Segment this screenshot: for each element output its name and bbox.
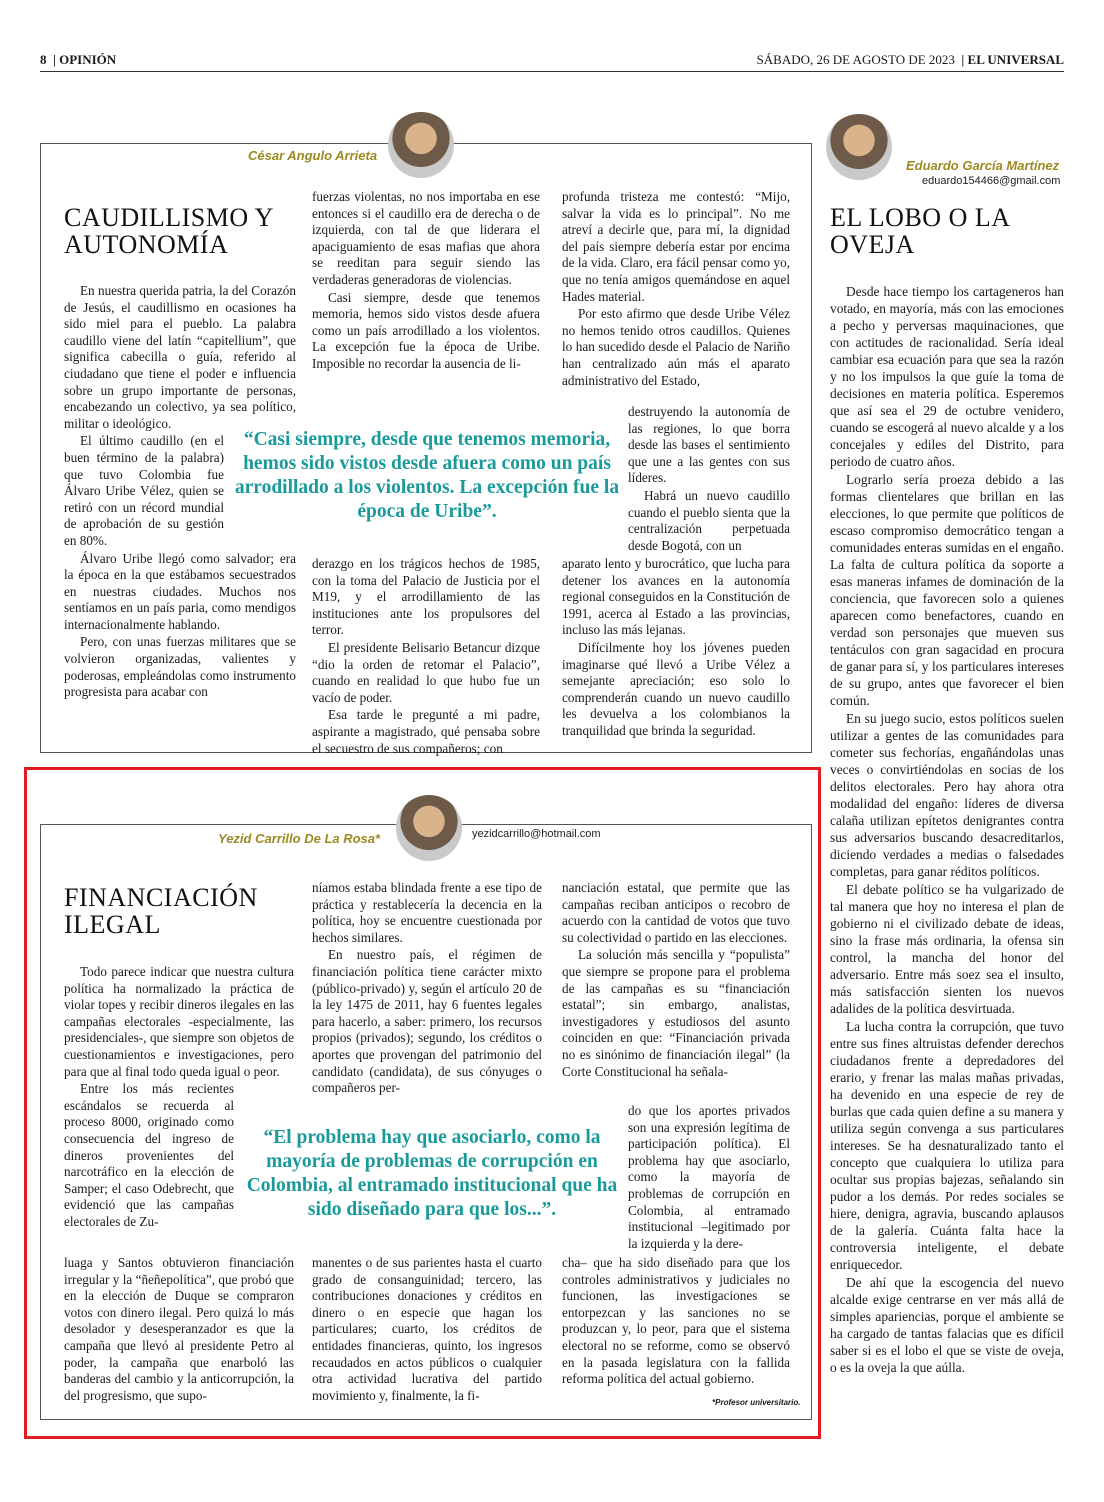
paragraph: El debate político se ha vulgarizado de tal manera que hoy no interesa el plan de gobierno ni el civilizado debate de ideas, sino la frase más ordinaria, la ofensa sin control, la mancha del honor del adversario. Entre más soez sea el insulto, más satisfacción sienten los nuevos adalides de la política desvirtuada.: [830, 882, 1064, 1016]
page-header-left: 8 | OPINIÓN: [40, 52, 117, 67]
paragraph: derazgo en los trágicos hechos de 1985, con la toma del Palacio de Justicia por el M19, y el arrodillamiento de las instituciones ante los propulsores del terror.: [312, 556, 540, 638]
page-number: 8: [40, 52, 47, 67]
paragraph: En su juego sucio, estos políticos suelen utilizar a gentes de las comunidades para cometer sus fechorías, engañándolas unas veces o convirtiéndolas en socias de los delitos electorales. Pero hay ahora otra modalidad del engaño: líderes de diversa calaña utilizan epítetos denigrantes contra sus adversarios buscando desacreditarlos, diciendo verdades a medias o falsedades completas, para ganar réditos políticos.: [830, 711, 1064, 879]
paragraph: El presidente Belisario Betancur dizque “dio la orden de retomar el Palacio”, cuando en realidad lo que hubo fue un vacío de poder.: [312, 639, 540, 705]
author-name: Eduardo García Martínez: [906, 158, 1060, 173]
paragraph: Desde hace tiempo los cartageneros han votado, en mayoría, más con las emociones a pecho y perversas maquinaciones, que con actitudes de racionalidad. Sería ideal cambiar esa ecuación para que sea la razón y no los impulsos la que guíe la toma de decisiones en materia política. Esperemos que así sea el 29 de octubre venidero, cuando se escogerá al nuevo alcalde y a los concejales y ediles del Distrito, para periodo de cuatro años.: [830, 284, 1064, 469]
pull-quote: “Casi siempre, desde que tenemos memoria, hemos sido vistos desde afuera como un país arrodillado a los violentos. La excepción fue la época de Uribe”.: [234, 429, 620, 522]
paragraph: fuerzas violentas, no nos importaba en ese entonces si el caudillo era de derecha o de izquierda, con tal de que liderara el apaciguamiento de esas mafias que ahora se reeditan para seguir siendo las verdaderas generadoras de violencias.: [312, 189, 540, 287]
article-column: [830, 283, 1064, 1377]
paragraph: Todo parece indicar que nuestra cultura política ha normalizado la práctica de violar topes y recibir dineros ilegales en las campañas electorales -especialmente, las presidenciales-, que siempre son objetos de cuestionamientos e investigaciones, pero para que al final todo queda igual o peor.: [64, 964, 294, 1079]
author-name: César Angulo Arrieta: [248, 148, 378, 163]
paragraph: Casi siempre, desde que tenemos memoria, hemos sido vistos desde afuera como un país arrodillado a los violentos. La excepción fue la época de Uribe. Imposible no recordar la ausencia de li-: [312, 289, 540, 371]
issue-date: SÁBADO, 26 DE AGOSTO DE 2023: [756, 52, 955, 67]
author-email: eduardo154466@gmail.com: [922, 175, 1061, 187]
article-column-3-top: [562, 189, 790, 390]
article-column-3-bottom: [562, 556, 790, 741]
paragraph: destruyendo la autonomía de las regiones, lo que borra desde las bases el sentimiento que une a las gentes con sus líderes.: [628, 404, 790, 486]
page-header-right: SÁBADO, 26 DE AGOSTO DE 2023 | EL UNIVERSAL: [756, 52, 1064, 67]
author-photo: [826, 114, 892, 180]
paragraph: manentes o de sus parientes hasta el cuarto grado de consanguinidad; tercero, las contribuciones donaciones y créditos en dinero o en especie que hagan los particulares; cuarto, los créditos de entidades financieras, quinto, los ingresos recaudados en actos públicos o cualquier otra actividad lucrativa del partido movimiento y, finalmente, la fi-: [312, 1255, 542, 1403]
paragraph: do que los aportes privados son una expresión legítima de participación política). El problema hay que asociarlo, como la mayoría de problemas de corrupción en Colombia, al entramado institucional –legitimado por la izquierda y la dere-: [628, 1103, 790, 1251]
article-column-3-mid: [628, 404, 790, 555]
paragraph: Entre los más recientes escándalos se recuerda al proceso 8000, originado como consecuencia del ingreso de dineros provenientes del narcotráfico en la elección de Samper; el caso Odebrecht, que evidenció que las campañas electorales de Zu-: [64, 1081, 234, 1229]
paragraph: La lucha contra la corrupción, que tuvo entre sus fines altruistas defender derechos ciudadanos frente a depredadores del erario, y frenar las malas mañas privadas, ha devenido en una especie de rey de burlas que cada quien define a su manera y utiliza según convenga a sus particulares intereses. Se ha desnaturalizado tanto el concepto que cualquiera lo utiliza para ocultar sus propias bajezas, señalando sin pudor a los demás. Por redes sociales se hiere, denigra, agravia, buscando aplausos de la galería. Cuánta falta hace la controversia inteligente, el debate enriquecedor.: [830, 1019, 1064, 1272]
pull-quote: “El problema hay que asociarlo, como la mayoría de problemas de corrupción en Colombia, al entramado institucional que ha sido diseñado para que los...”.: [246, 1127, 618, 1220]
paragraph: profunda tristeza me contestó: “Mijo, salvar la vida es lo principal”. No me atreví a decirle que, para mí, la dignidad del país siempre debería estar por encima de la vida. Claro, era fácil pensar como yo, que no tenía amigos quemándose en aquel Hades material.: [562, 189, 790, 304]
article-column-3-mid: [628, 1103, 790, 1253]
paragraph: cha– que ha sido diseñado para que los controles administrativos y judiciales no funcionen, las investigaciones se entorpezcan y las sanciones no se produzcan y, lo peor, para que el sistema electoral no se reforme, como se observó en la pasada legislatura con la fallida reforma política del actual gobierno.: [562, 1255, 790, 1387]
paragraph: Por esto afirmo que desde Uribe Vélez no hemos tenido otros caudillos. Quienes lo han sucedido desde el Palacio de Nariño han centralizado aún más el aparato administrativo del Estado,: [562, 306, 790, 388]
section-name: OPINIÓN: [59, 52, 117, 67]
article-column-2-top: [312, 189, 540, 374]
paragraph: Habrá un nuevo caudillo cuando el pueblo sienta que la centralización perpetuada desde Bogotá, con un: [628, 487, 790, 553]
article-column-2-bottom: [312, 1255, 542, 1405]
author-email: yezidcarrillo@hotmail.com: [472, 828, 601, 840]
paragraph: La solución más sencilla y “populista” que siempre se propone para el problema de las campañas es su “financiación estatal”; sin embargo, analistas, investigadores y estudiosos del asunto coinciden en que: “Financiación privada no es sinónimo de financiación ilegal” (la Corte Constitucional ha señala-: [562, 947, 790, 1079]
paragraph: En nuestro país, el régimen de financiación política tiene carácter mixto (público-privado) y, según el artículo 20 de la ley 1475 de 2011, hay 6 fuentes legales para hacerlo, a saber: primero, los recursos propios (privados); segundo, los créditos o aportes que provengan del patrimonio del candidato (candidata), de sus cónyuges o compañeros per-: [312, 947, 542, 1096]
footnote: *Profesor universitario.: [712, 1398, 801, 1407]
paragraph: nanciación estatal, que permite que las campañas reciban anticipos o recobro de acuerdo con la cantidad de votos que tuvo su colectividad o partido en las elecciones.: [562, 880, 790, 945]
article-column-3-top: [562, 880, 790, 1081]
article-column-1-bottom: [64, 1255, 294, 1405]
article-title: FINANCIACIÓN ILEGAL: [64, 883, 258, 939]
header-rule: [40, 71, 1064, 72]
paragraph: Difícilmente hoy los jóvenes pueden imaginarse qué llevó a Uribe Vélez a semejante apreciación; eso solo lo comprenderán cuando un nuevo caudillo les devuelva a los colombianos la tranquilidad que brinda la seguridad.: [562, 639, 790, 738]
article-title: EL LOBO O LA OVEJA: [830, 203, 1010, 259]
article-column-3-bottom: [562, 1255, 790, 1389]
paragraph: luaga y Santos obtuvieron financiación irregular y la “ñeñepolítica”, que probó que en la elección de Duque se compraron votos con dinero ilegal. Pero quizá lo más desolador y desesperanzador es que la campaña que llevó al presidente Petro al poder, la campaña que enarboló las banderas del cambio y la anticorrupción, la del progresismo, que supo-: [64, 1255, 294, 1403]
author-name: Yezid Carrillo De La Rosa*: [218, 831, 381, 846]
paragraph: Lograrlo sería proeza debido a las formas clientelares que brillan en las elecciones, lo que permite que políticos de escaso compromiso democrático tengan a comunidades enteras sumidas en el engaño. La falta de cultura política da soporte a esas maneras infames de dominación de la conciencia, que favorecen solo a quienes aparecen como benefactores, cuando en verdad son personajes que mueven sus tentáculos con gran sagacidad en procura de ganar para sí, y los particulares intereses de su grupo, antes que favorecer el bien común.: [830, 472, 1064, 708]
paragraph: En nuestra querida patria, la del Corazón de Jesús, el caudillismo en ocasiones ha sido miel para el pueblo. La palabra caudillo viene del latín “capitellium”, que significa cabecilla o guía, referido al ciudadano que tiene el poder e influencia sobre un grupo importante de personas, encabezando un colectivo, ya sea político, militar o ideológico.: [64, 283, 296, 431]
paragraph: Pero, con unas fuerzas militares que se volvieron organizadas, valientes y poderosas, empleándolas como instrumento progresista para acabar con: [64, 634, 296, 700]
author-photo: [388, 112, 454, 178]
paragraph: aparato lento y burocrático, que lucha para detener los avances en la autonomía regional conseguidos en la Constitución de 1991, acerca al Estado a las provincias, incluso las más lejanas.: [562, 556, 790, 638]
article-title: CAUDILLISMO Y AUTONOMÍA: [64, 203, 273, 259]
paragraph: níamos estaba blindada frente a ese tipo de práctica y restablecería la decencia en la política, hoy se encuentre cuestionada por hechos similares.: [312, 880, 542, 945]
paragraph: Esa tarde le pregunté a mi padre, aspirante a magistrado, qué pensaba sobre el secuestro de sus compañeros; con: [312, 707, 540, 756]
author-photo: [396, 795, 462, 861]
newspaper-name: EL UNIVERSAL: [967, 52, 1064, 67]
paragraph: De ahí que la escogencia del nuevo alcalde exige centrarse en ver más allá de simples apariencias, porque el ambiente se ha cargado de tantas falacias que es difícil saber si es el lobo el que se viste de oveja, o es la oveja la que aúlla.: [830, 1275, 1064, 1375]
paragraph: El último caudillo (en el buen término de la palabra) que tuvo Colombia fue Álvaro Uribe Vélez, quien se retiró con un récord mundial de aprobación de su gestión en 80%.: [64, 433, 224, 548]
article-column-2-top: [312, 880, 542, 1098]
paragraph: Álvaro Uribe llegó como salvador; era la época en la que estábamos secuestrados en nuestras ciudades. Muchos nos sentíamos en un país paria, como mendigos internacionalmente hablando.: [64, 550, 296, 632]
article-column-2-bottom: [312, 556, 540, 758]
